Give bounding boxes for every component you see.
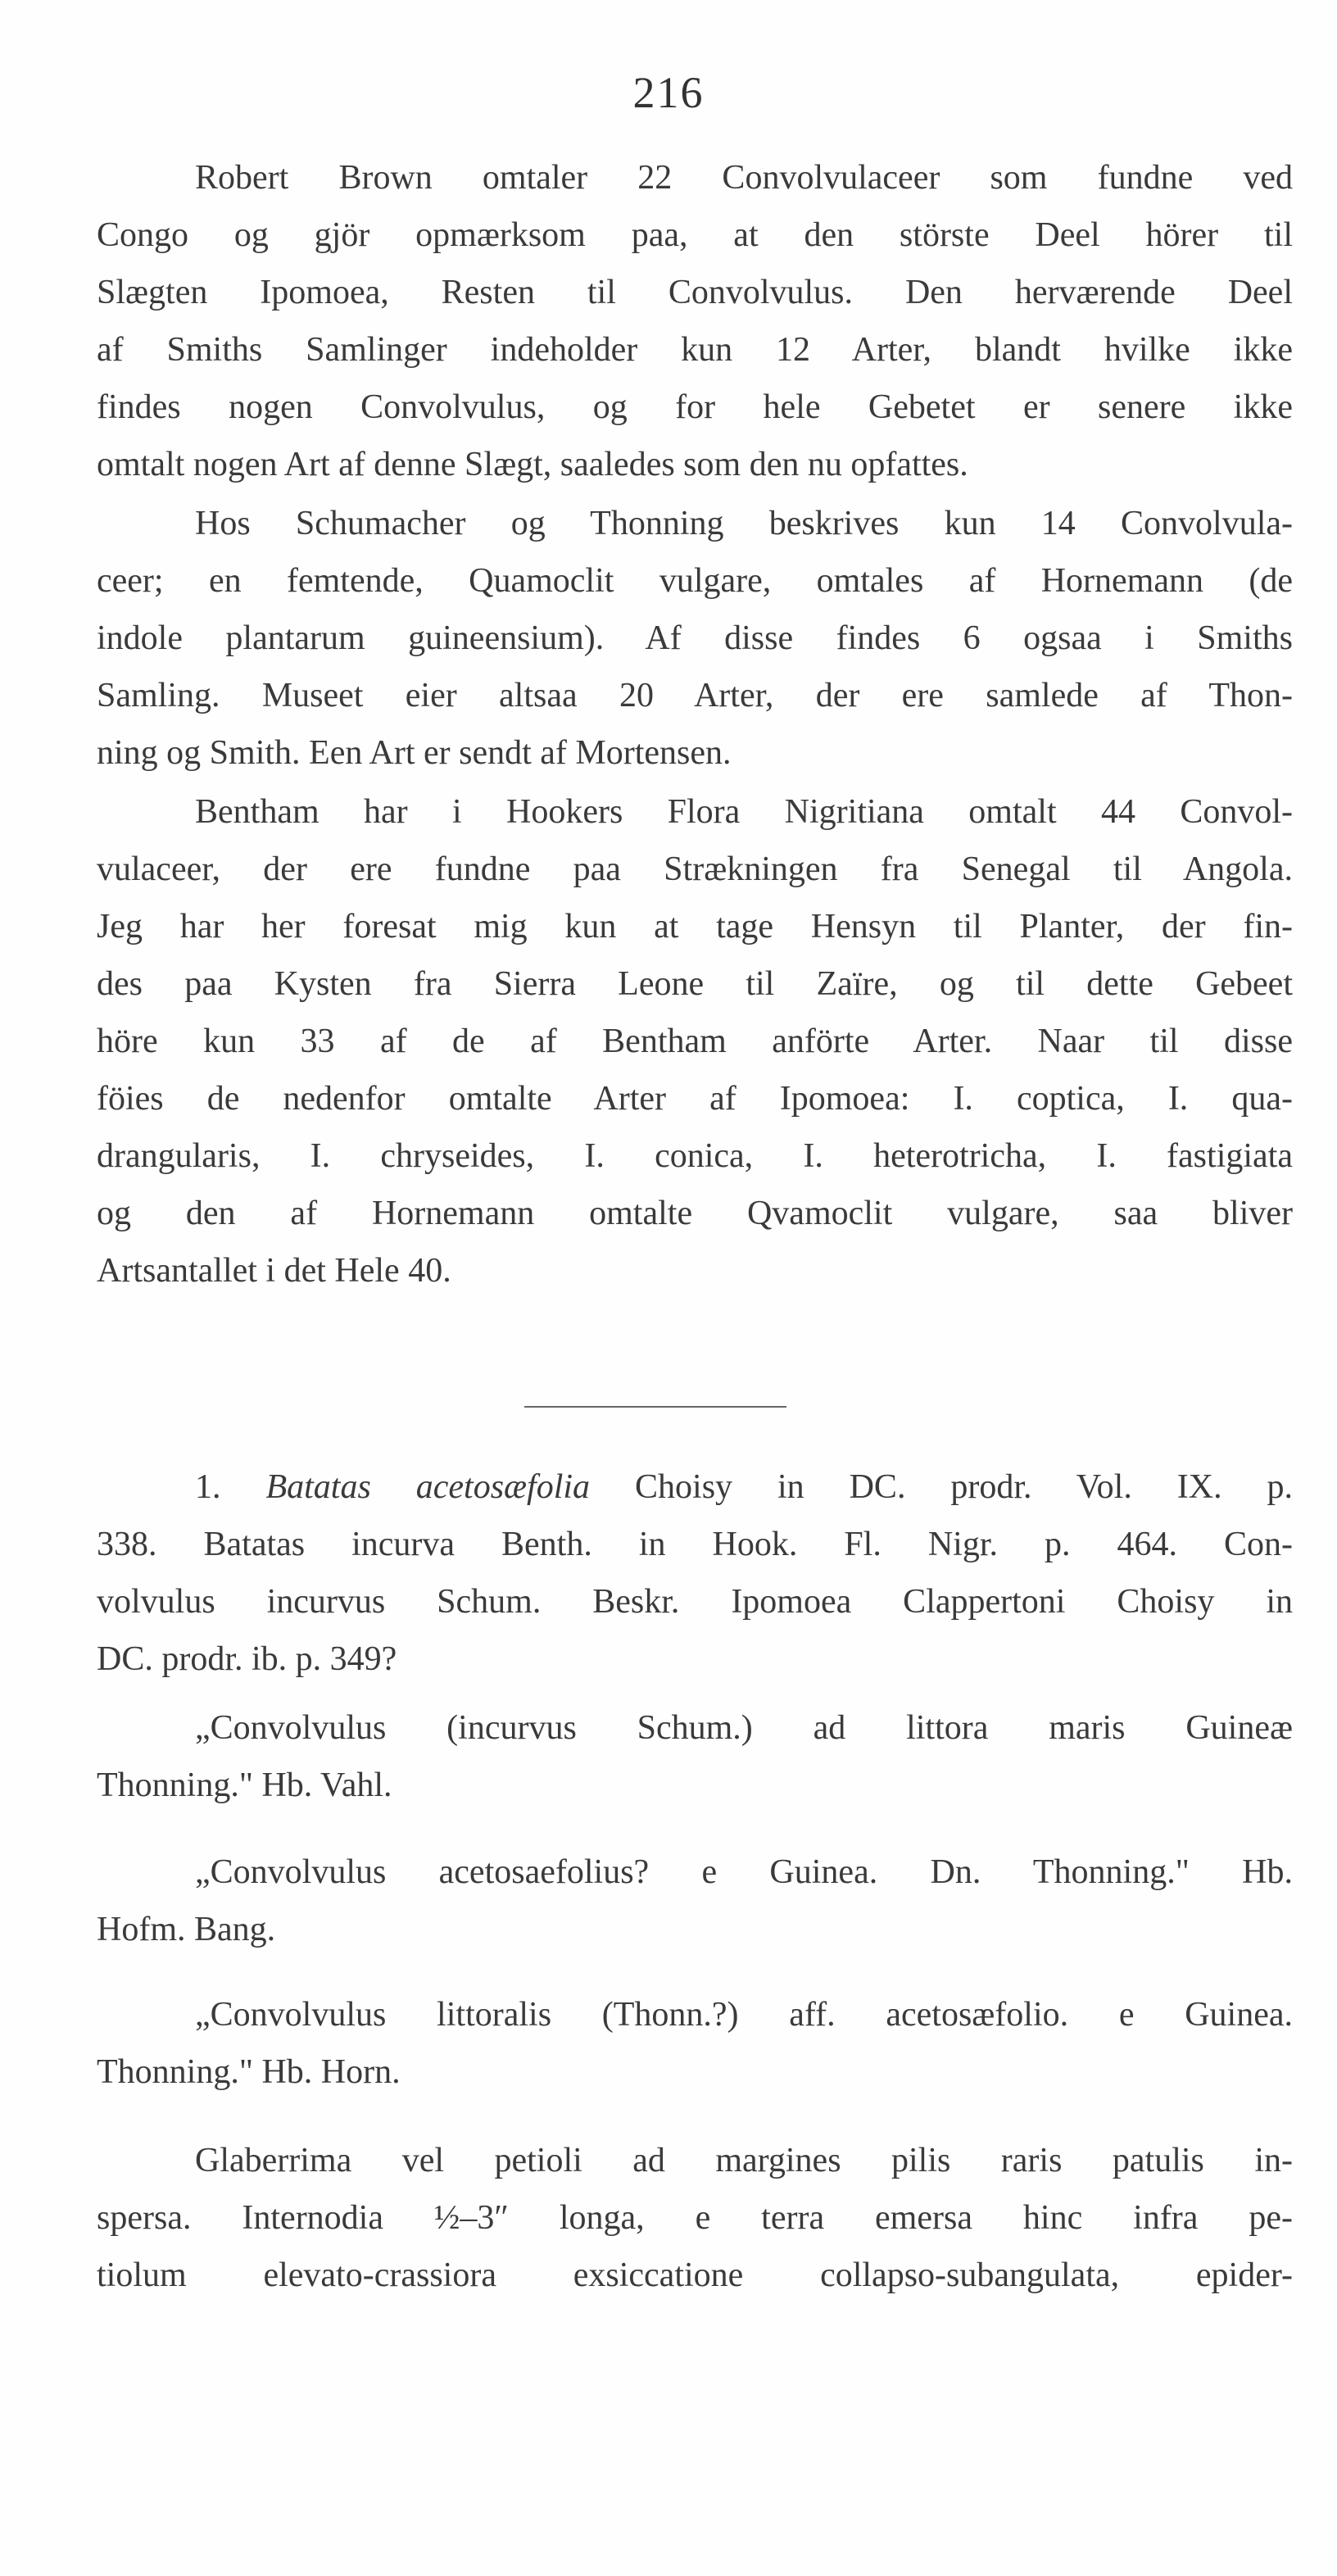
text-line: Congo og gjör opmærksom paa, at den störste Deel hörer til [97, 216, 1293, 254]
entry-first-line [97, 1458, 1293, 1516]
text-line: Samling. Museet eier altsaa 20 Arter, der ere samlede af Thon- [97, 677, 1293, 714]
text-line: ning og Smith. Een Art er sendt af Mortensen. [97, 734, 732, 772]
text-line: 338. Batatas incurva Benth. in Hook. Fl. Nigr. p. 464. Con- [97, 1526, 1293, 1563]
text-line: föies de nedenfor omtalte Arter af Ipomoea: I. coptica, I. qua- [97, 1080, 1293, 1118]
herbarium-quote-horn [97, 1986, 1293, 2101]
text-line: vulaceer, der ere fundne paa Strækningen fra Senegal til Angola. [97, 850, 1293, 888]
text-line: Jeg har her foresat mig kun at tage Hensyn til Planter, der fin- [97, 908, 1293, 946]
text-line: Slægten Ipomoea, Resten til Convolvulus. Den herværende Deel [97, 274, 1293, 311]
section-divider [524, 1406, 786, 1408]
herbarium-quote-hofman [97, 1844, 1293, 1958]
text-line: Bentham har i Hookers Flora Nigritiana omtalt 44 Convol- [195, 793, 1293, 831]
text-line: af Smiths Samlinger indeholder kun 12 Arter, blandt hvilke ikke [97, 331, 1293, 369]
text-line: Glaberrima vel petioli ad margines pilis raris patulis in- [195, 2142, 1293, 2179]
paragraph-schumacher [97, 495, 1293, 782]
text-line: Thonning." Hb. Horn. [97, 2053, 401, 2091]
text-line: findes nogen Convolvulus, og for hele Gebetet er senere ikke [97, 388, 1293, 426]
paragraph-bentham [97, 783, 1293, 1299]
text-line: spersa. Internodia ½–3″ longa, e terra emersa hinc infra pe- [97, 2199, 1293, 2237]
text-line: Thonning." Hb. Vahl. [97, 1766, 392, 1804]
text-line: omtalt nogen Art af denne Slægt, saaledes som den nu opfattes. [97, 446, 968, 483]
text-line: höre kun 33 af de af Bentham anförte Arter. Naar til disse [97, 1023, 1293, 1060]
text-line: og den af Hornemann omtalte Qvamoclit vulgare, saa bliver [97, 1195, 1293, 1232]
text-line: DC. prodr. ib. p. 349? [97, 1640, 397, 1678]
text-line: volvulus incurvus Schum. Beskr. Ipomoea Clappertoni Choisy in [97, 1583, 1293, 1621]
text-line: „Convolvulus acetosaefolius? e Guinea. Dn. Thonning." Hb. [195, 1853, 1293, 1891]
text-line: tiolum elevato-crassiora exsiccatione collapso-subangulata, epider- [97, 2256, 1293, 2294]
text-line: drangularis, I. chryseides, I. conica, I. heterotricha, I. fastigiata [97, 1137, 1293, 1175]
text-line: Robert Brown omtaler 22 Convolvulaceer som fundne ved [195, 159, 1293, 197]
entry-citation: Choisy in DC. prodr. Vol. IX. p. [635, 1468, 1294, 1506]
text-line: ceer; en femtende, Quamoclit vulgare, omtales af Hornemann (de [97, 562, 1293, 600]
species-name: Batatas acetosæfolia [265, 1468, 591, 1506]
text-line: Hofm. Bang. [97, 1911, 276, 1948]
text-line: „Convolvulus (incurvus Schum.) ad littora maris Guineæ [195, 1709, 1293, 1747]
paragraph-brown [97, 149, 1293, 493]
text-line: indole plantarum guineensium). Af disse findes 6 ogsaa i Smiths [97, 619, 1293, 657]
species-description [97, 2132, 1293, 2304]
text-line: Hos Schumacher og Thonning beskrives kun 14 Convolvula- [195, 505, 1293, 542]
text-line: „Convolvulus littoralis (Thonn.?) aff. acetosæfolio. e Guinea. [195, 1996, 1293, 2034]
entry-number: 1. [195, 1468, 221, 1506]
herbarium-quote-vahl [97, 1699, 1293, 1814]
species-entry [97, 1458, 1293, 1688]
text-line: des paa Kysten fra Sierra Leone til Zaïre, og til dette Gebeet [97, 965, 1293, 1003]
page-number: 216 [632, 68, 705, 117]
text-line: Artsantallet i det Hele 40. [97, 1252, 451, 1290]
